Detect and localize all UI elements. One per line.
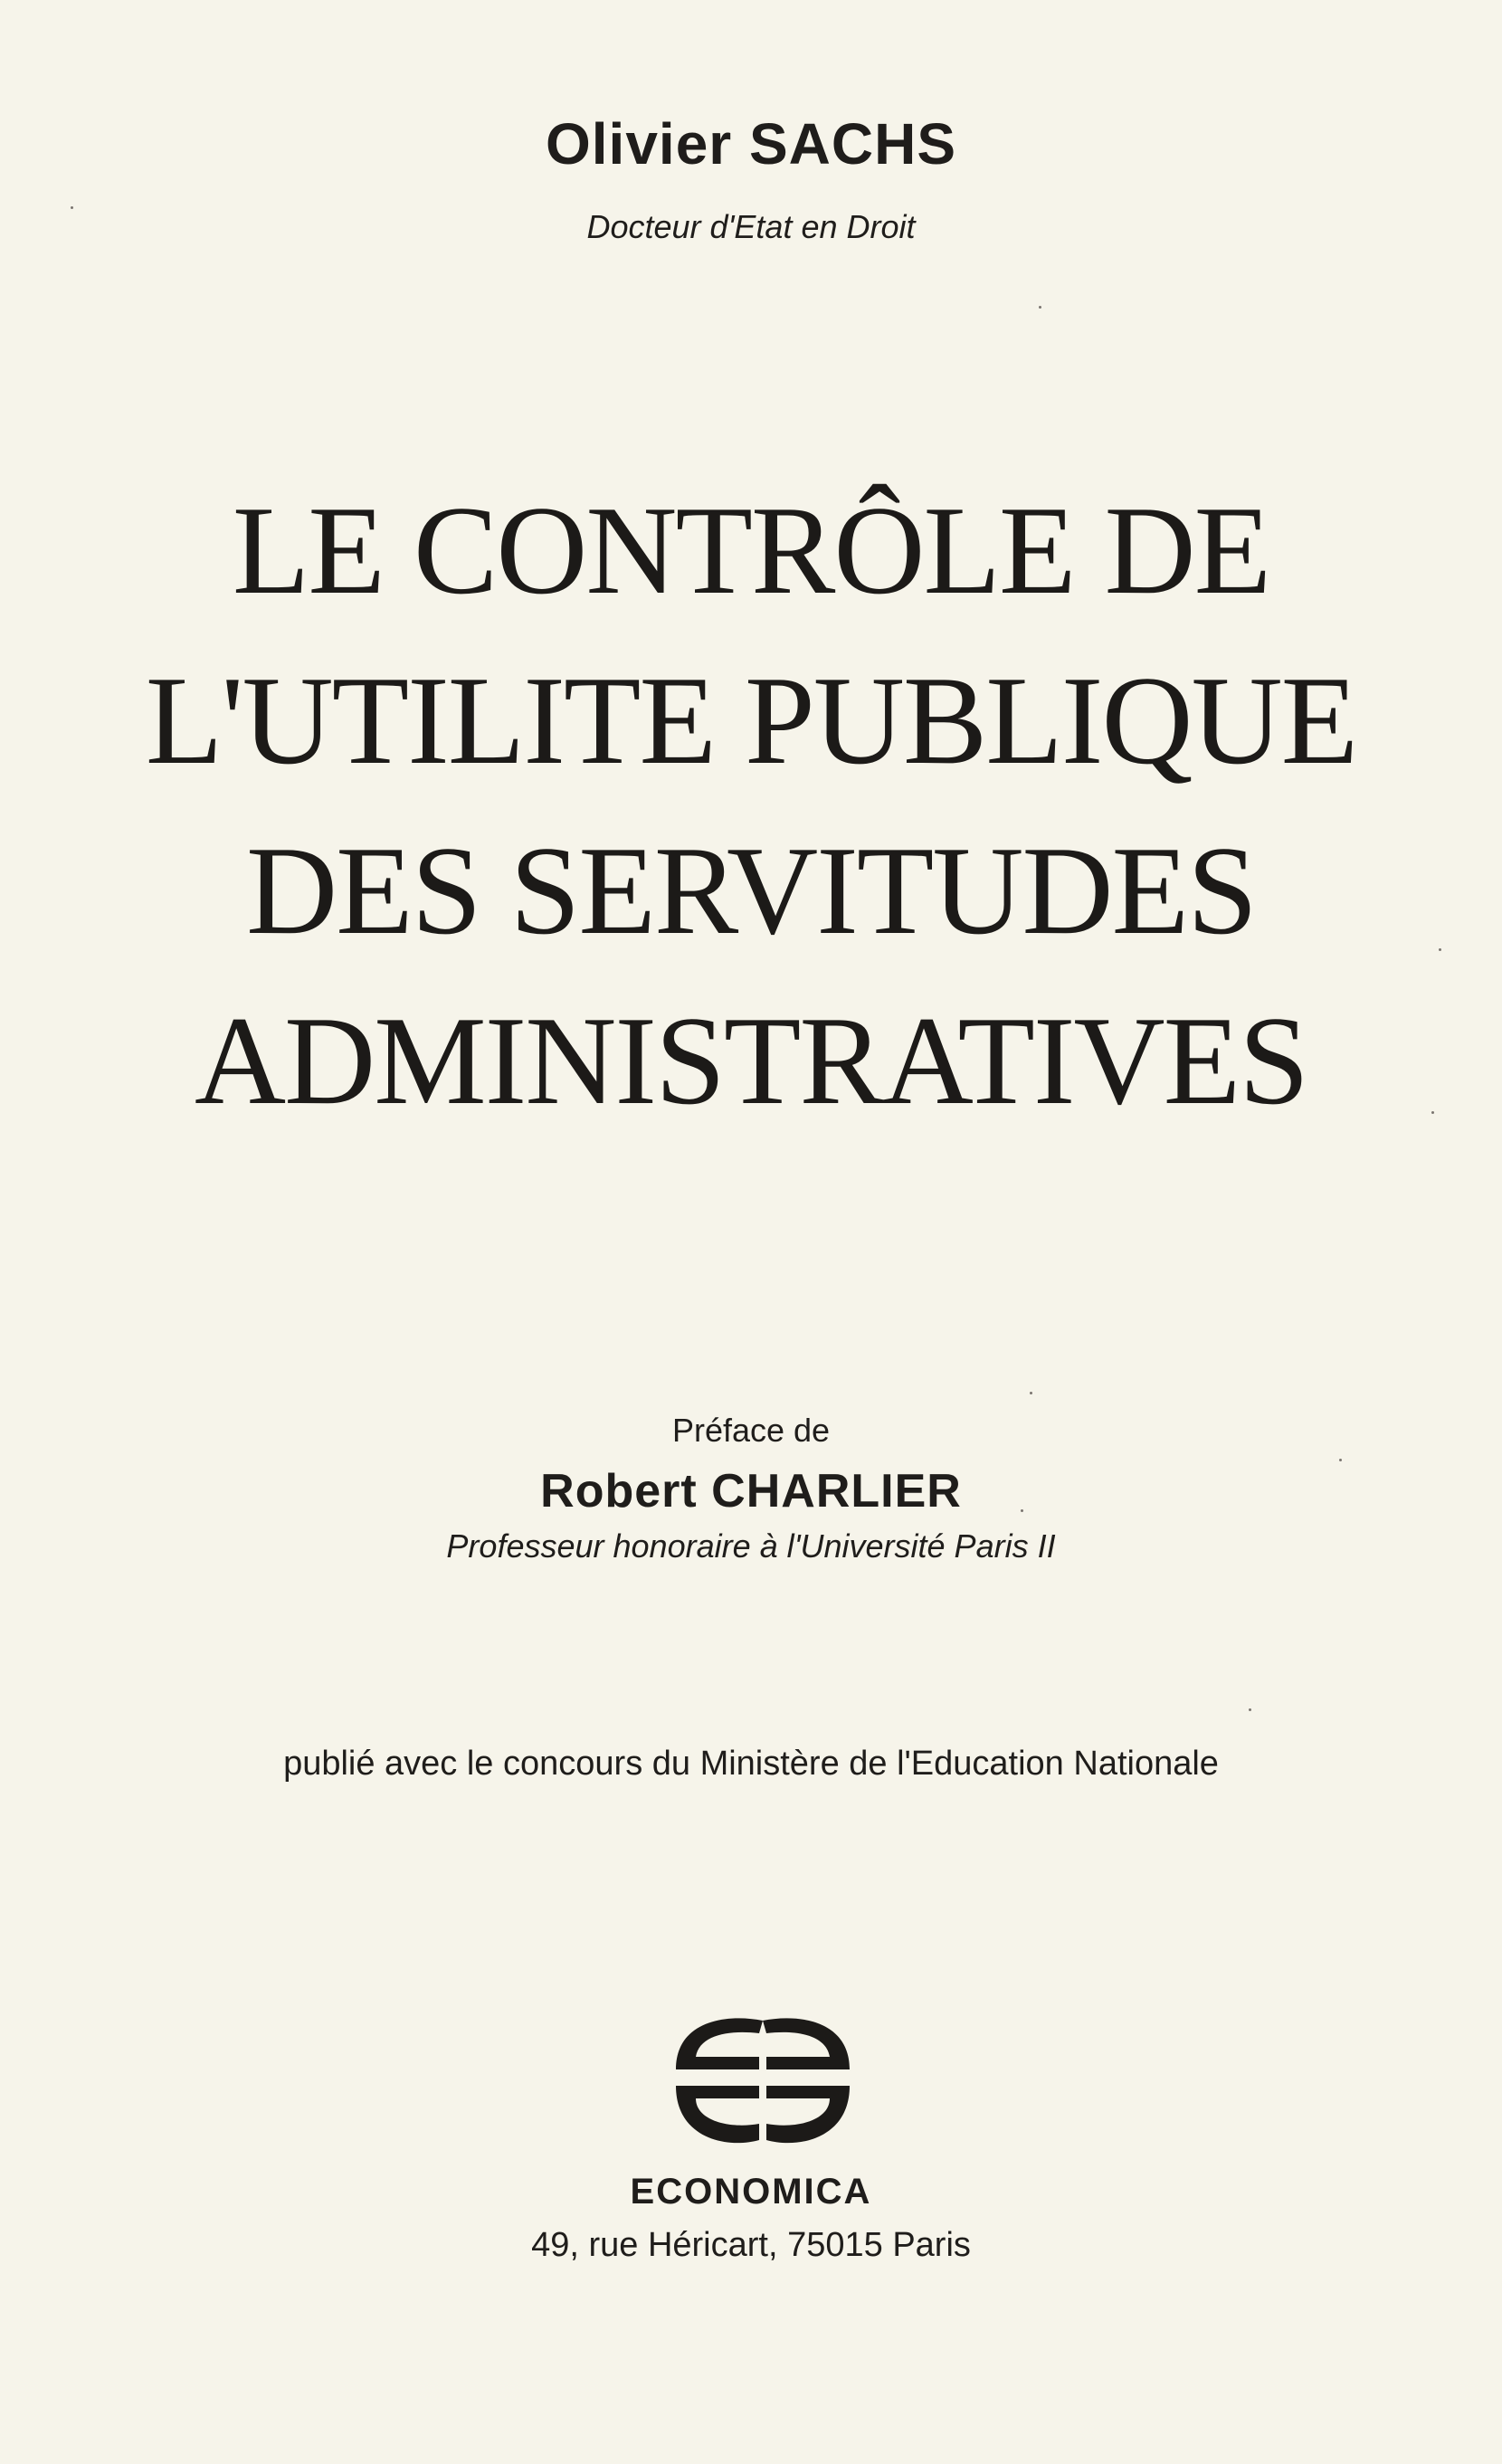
book-title-line-1: LE CONTRÔLE DE [232, 480, 1270, 621]
paper-speck [1431, 1111, 1434, 1114]
paper-speck [1021, 1509, 1023, 1512]
preface-label: Préface de [671, 1412, 831, 1449]
paper-speck [1249, 1708, 1251, 1711]
paper-speck [1339, 1459, 1342, 1461]
publisher-name: ECONOMICA [630, 2172, 872, 2212]
book-title-line-3: DES SERVITUDES [246, 821, 1256, 961]
book-title-line-2: L'UTILITE PUBLIQUE [145, 651, 1357, 791]
book-title [0, 466, 1502, 1146]
paper-speck [71, 206, 73, 209]
author-name: Olivier SACHS [545, 111, 957, 176]
preface-author-title: Professeur honoraire à l'Université Paris II [446, 1527, 1056, 1565]
paper-speck [1439, 948, 1441, 951]
paper-speck [1030, 1392, 1032, 1394]
paper-speck [1039, 306, 1041, 309]
publisher-address: 49, rue Héricart, 75015 Paris [531, 2226, 971, 2264]
preface-author-name: Robert CHARLIER [540, 1465, 962, 1517]
economica-logo-icon [672, 2013, 853, 2149]
publication-note: publié avec le concours du Ministère de l'Education Nationale [283, 1745, 1219, 1783]
author-title: Docteur d'Etat en Droit [586, 208, 916, 245]
book-title-line-4: ADMINISTRATIVES [195, 991, 1307, 1131]
